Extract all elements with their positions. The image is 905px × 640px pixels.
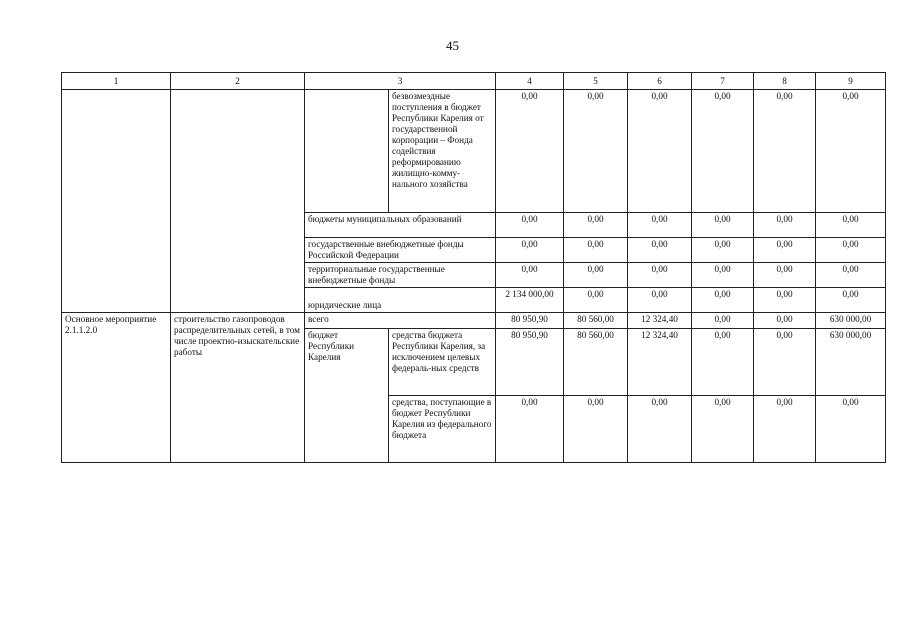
empty-cell — [171, 90, 305, 313]
value-cell: 0,00 — [564, 238, 628, 263]
value-cell: 0,00 — [496, 396, 564, 463]
value-cell: 0,00 — [564, 263, 628, 288]
empty-cell — [305, 90, 389, 213]
column-header: 5 — [564, 73, 628, 90]
column-header: 3 — [305, 73, 496, 90]
value-cell: 0,00 — [692, 396, 754, 463]
value-cell: 0,00 — [692, 90, 754, 213]
value-cell: 0,00 — [754, 213, 816, 238]
value-cell: 0,00 — [816, 288, 886, 313]
value-cell: 80 560,00 — [564, 313, 628, 329]
funding-source: безвозмездные поступления в бюджет Республики Карелия от государственной корпорации – Фонда содействия реформированию жилищно-комму-нального хозяйства — [389, 90, 496, 213]
value-cell: 0,00 — [816, 263, 886, 288]
value-cell: 0,00 — [628, 238, 692, 263]
value-cell: 0,00 — [692, 329, 754, 396]
funding-source: средства бюджета Республики Карелия, за исключением целевых федераль-ных средств — [389, 329, 496, 396]
budget-group-label: бюджет Республики Карелия — [305, 329, 389, 463]
value-cell: 80 560,00 — [564, 329, 628, 396]
value-cell: 0,00 — [564, 90, 628, 213]
value-cell: 0,00 — [564, 288, 628, 313]
funding-source: средства, поступающие в бюджет Республики Карелия из федерального бюджета — [389, 396, 496, 463]
value-cell: 0,00 — [816, 396, 886, 463]
activity-name: Основное мероприятие 2.1.1.2.0 — [62, 313, 171, 463]
value-cell: 0,00 — [628, 288, 692, 313]
value-cell: 0,00 — [692, 288, 754, 313]
value-cell: 0,00 — [816, 238, 886, 263]
value-cell: 0,00 — [692, 238, 754, 263]
value-cell: 0,00 — [496, 90, 564, 213]
value-cell: 0,00 — [754, 288, 816, 313]
funding-source: бюджеты муниципальных образований — [305, 213, 496, 238]
table-row — [62, 90, 886, 213]
column-header: 8 — [754, 73, 816, 90]
value-cell: 630 000,00 — [816, 313, 886, 329]
value-cell: 0,00 — [496, 263, 564, 288]
value-cell: 0,00 — [496, 238, 564, 263]
total-label: всего — [305, 313, 496, 329]
value-cell: 0,00 — [692, 213, 754, 238]
value-cell: 80 950,90 — [496, 329, 564, 396]
value-cell: 12 324,40 — [628, 313, 692, 329]
value-cell: 0,00 — [564, 213, 628, 238]
value-cell: 0,00 — [754, 90, 816, 213]
budget-table — [61, 72, 886, 463]
value-cell: 80 950,90 — [496, 313, 564, 329]
value-cell: 2 134 000,00 — [496, 288, 564, 313]
funding-source: территориальные государственные внебюджетные фонды — [305, 263, 496, 288]
value-cell: 12 324,40 — [628, 329, 692, 396]
activity-description: строительство газопроводов распределительных сетей, в том числе проектно-изыскательские работы — [171, 313, 305, 463]
column-header: 9 — [816, 73, 886, 90]
column-header: 2 — [171, 73, 305, 90]
value-cell: 0,00 — [564, 396, 628, 463]
value-cell: 0,00 — [628, 213, 692, 238]
column-number-row — [62, 73, 886, 90]
value-cell: 0,00 — [816, 213, 886, 238]
empty-cell — [62, 90, 171, 313]
value-cell: 0,00 — [754, 238, 816, 263]
value-cell: 0,00 — [816, 90, 886, 213]
value-cell: 0,00 — [628, 263, 692, 288]
page-number: 45 — [446, 38, 459, 53]
table-row — [62, 313, 886, 329]
column-header: 4 — [496, 73, 564, 90]
column-header: 7 — [692, 73, 754, 90]
value-cell: 0,00 — [628, 396, 692, 463]
value-cell: 0,00 — [754, 329, 816, 396]
value-cell: 0,00 — [496, 213, 564, 238]
value-cell: 0,00 — [754, 263, 816, 288]
funding-source: государственные внебюджетные фонды Российской Федерации — [305, 238, 496, 263]
value-cell: 0,00 — [692, 313, 754, 329]
value-cell: 630 000,00 — [816, 329, 886, 396]
value-cell: 0,00 — [628, 90, 692, 213]
funding-source: юридические лица — [305, 288, 496, 313]
value-cell: 0,00 — [754, 396, 816, 463]
column-header: 1 — [62, 73, 171, 90]
column-header: 6 — [628, 73, 692, 90]
value-cell: 0,00 — [754, 313, 816, 329]
value-cell: 0,00 — [692, 263, 754, 288]
